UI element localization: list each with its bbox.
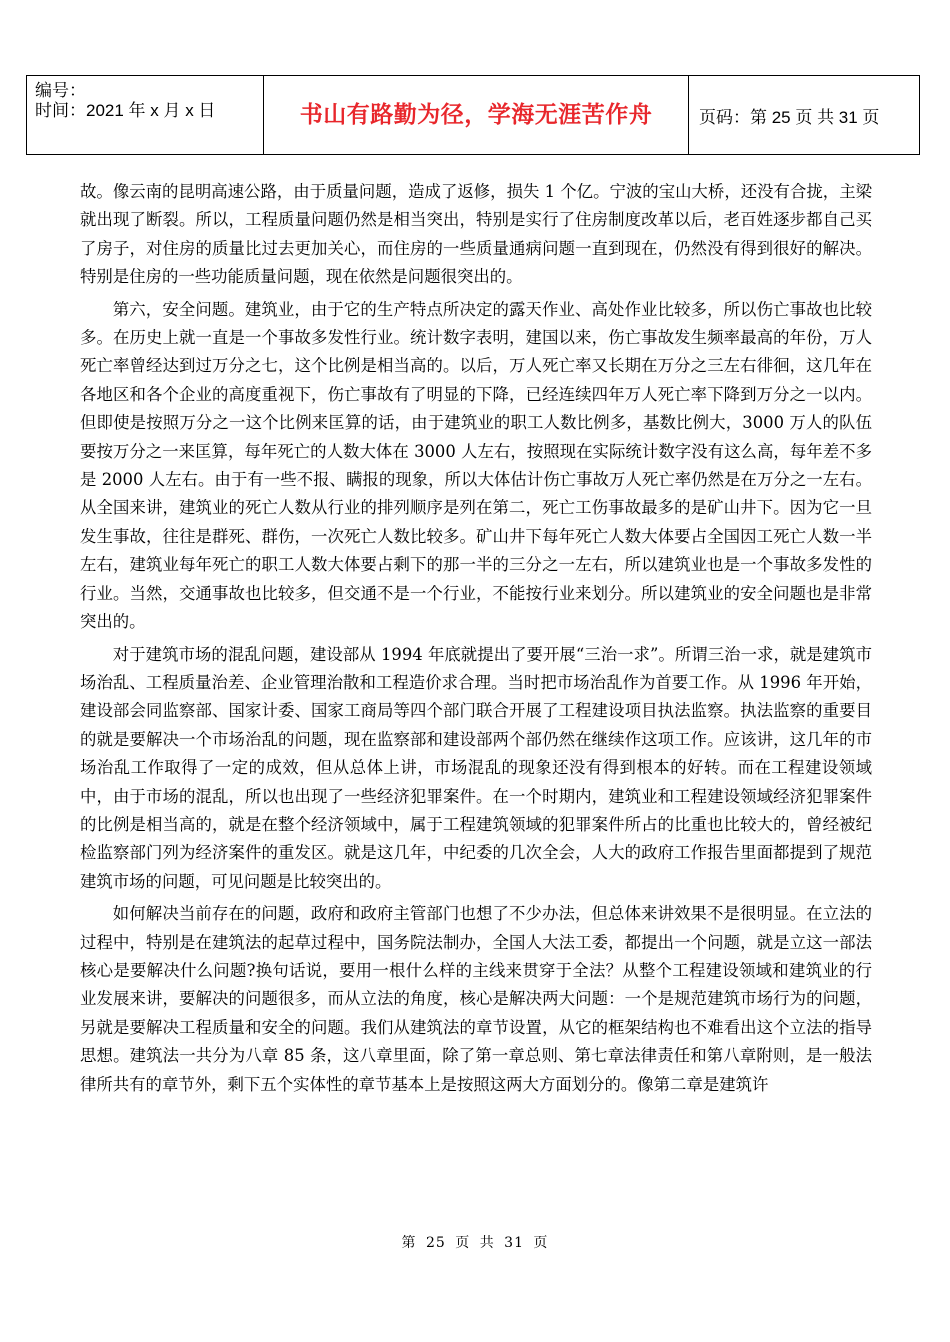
footer-page-number: 第 25 页 共 31 页 xyxy=(401,1235,549,1251)
header-motto-cell xyxy=(264,76,689,155)
header-motto: 书山有路勤为径，学海无涯苦作舟 xyxy=(299,101,653,128)
page-footer xyxy=(0,1232,950,1252)
document-body xyxy=(80,178,872,1103)
header-page-cell xyxy=(689,76,920,155)
header-meta-cell xyxy=(27,76,264,155)
paragraph-3: 对于建筑市场的混乱问题，建设部从 1994 年底就提出了要开展“三治一求”。所谓三治一求，就是建筑市场治乱、工程质量治差、企业管理治散和工程造价求合理。当时把市场治乱作为首要工作。从 1996 年开始，建设部会同监察部、国家计委、国家工商局等四个部门联合开展了工程建设项目执法监察。执法监察的重要目的就是要解决一个市场治乱的问题，现在监察部和建设部两个部仍然在继续作这项工作。应该讲，这几年的市场治乱工作取得了一定的成效，但从总体上讲，市场混乱的现象还没有得到根本的好转。而在工程建设领域中，由于市场的混乱，所以也出现了一些经济犯罪案件。在一个时期内，建筑业和工程建设领域经济犯罪案件的比例是相当高的，就是在整个经济领域中，属于工程建筑领域的犯罪案件所占的比重也比较大的，曾经被纪检监察部门列为经济案件的重发区。就是这几年，中纪委的几次全会，人大的政府工作报告里面都提到了规范建筑市场的问题，可见问题是比较突出的。 xyxy=(80,644,872,891)
header-page-info: 页码：第 25 页 共 31 页 xyxy=(699,107,880,127)
paragraph-2: 第六，安全问题。建筑业，由于它的生产特点所决定的露天作业、高处作业比较多，所以伤亡事故也比较多。在历史上就一直是一个事故多发性行业。统计数字表明，建国以来，伤亡事故发生频率最高的年份，万人死亡率曾经达到过万分之七，这个比例是相当高的。以后，万人死亡率又长期在万分之三左右徘徊，这几年在各地区和各个企业的高度重视下，伤亡事故有了明显的下降，已经连续四年万人死亡率下降到万分之一以内。但即使是按照万分之一这个比例来匡算的话，由于建筑业的职工人数比例多，基数比例大，3000 万人的队伍要按万分之一来匡算，每年死亡的人数大体在 3000 人左右，按照现在实际统计数字没有这么高，每年差不多是 2000 人左右。由于有一些不报、瞒报的现象，所以大体估计伤亡事故万人死亡率仍然是在万分之一左右。从全国来讲，建筑业的死亡人数从行业的排列顺序是列在第二，死亡工伤事故最多的是矿山井下。因为它一旦发生事故，往往是群死、群伤，一次死亡人数比较多。矿山井下每年死亡人数大体要占全国因工死亡人数一半左右，建筑业每年死亡的职工人数大体要占剩下的那一半的三分之一左右，所以建筑业也是一个事故多发性的行业。当然，交通事故也比较多，但交通不是一个行业，不能按行业来划分。所以建筑业的安全问题也是非常突出的。 xyxy=(80,299,872,632)
document-date-label: 时间：2021 年 x 月 x 日 xyxy=(35,101,216,120)
header-table xyxy=(26,75,920,155)
document-number-label: 编号： xyxy=(35,81,86,100)
paragraph-4: 如何解决当前存在的问题，政府和政府主管部门也想了不少办法，但总体来讲效果不是很明显。在立法的过程中，特别是在建筑法的起草过程中，国务院法制办，全国人大法工委，都提出一个问题，就是立这一部法核心是要解决什么问题?换句话说，要用一根什么样的主线来贯穿于全法？从整个工程建设领域和建筑业的行业发展来讲，要解决的问题很多，而从立法的角度，核心是解决两大问题：一个是规范建筑市场行为的问题，另就是要解决工程质量和安全的问题。我们从建筑法的章节设置，从它的框架结构也不难看出这个立法的指导思想。建筑法一共分为八章 85 条，这八章里面，除了第一章总则、第七章法律责任和第八章附则，是一般法律所共有的章节外，剩下五个实体性的章节基本上是按照这两大方面划分的。像第二章是建筑许 xyxy=(80,904,872,1094)
paragraph-1: 故。像云南的昆明高速公路，由于质量问题，造成了返修，损失 1 个亿。宁波的宝山大桥，还没有合拢，主梁就出现了断裂。所以，工程质量问题仍然是相当突出，特别是实行了住房制度改革以后，老百姓逐步都自己买了房子，对住房的质量比过去更加关心，而住房的一些质量通病问题一直到现在，仍然没有得到很好的解决。特别是住房的一些功能质量问题，现在依然是问题很突出的。 xyxy=(80,182,872,287)
